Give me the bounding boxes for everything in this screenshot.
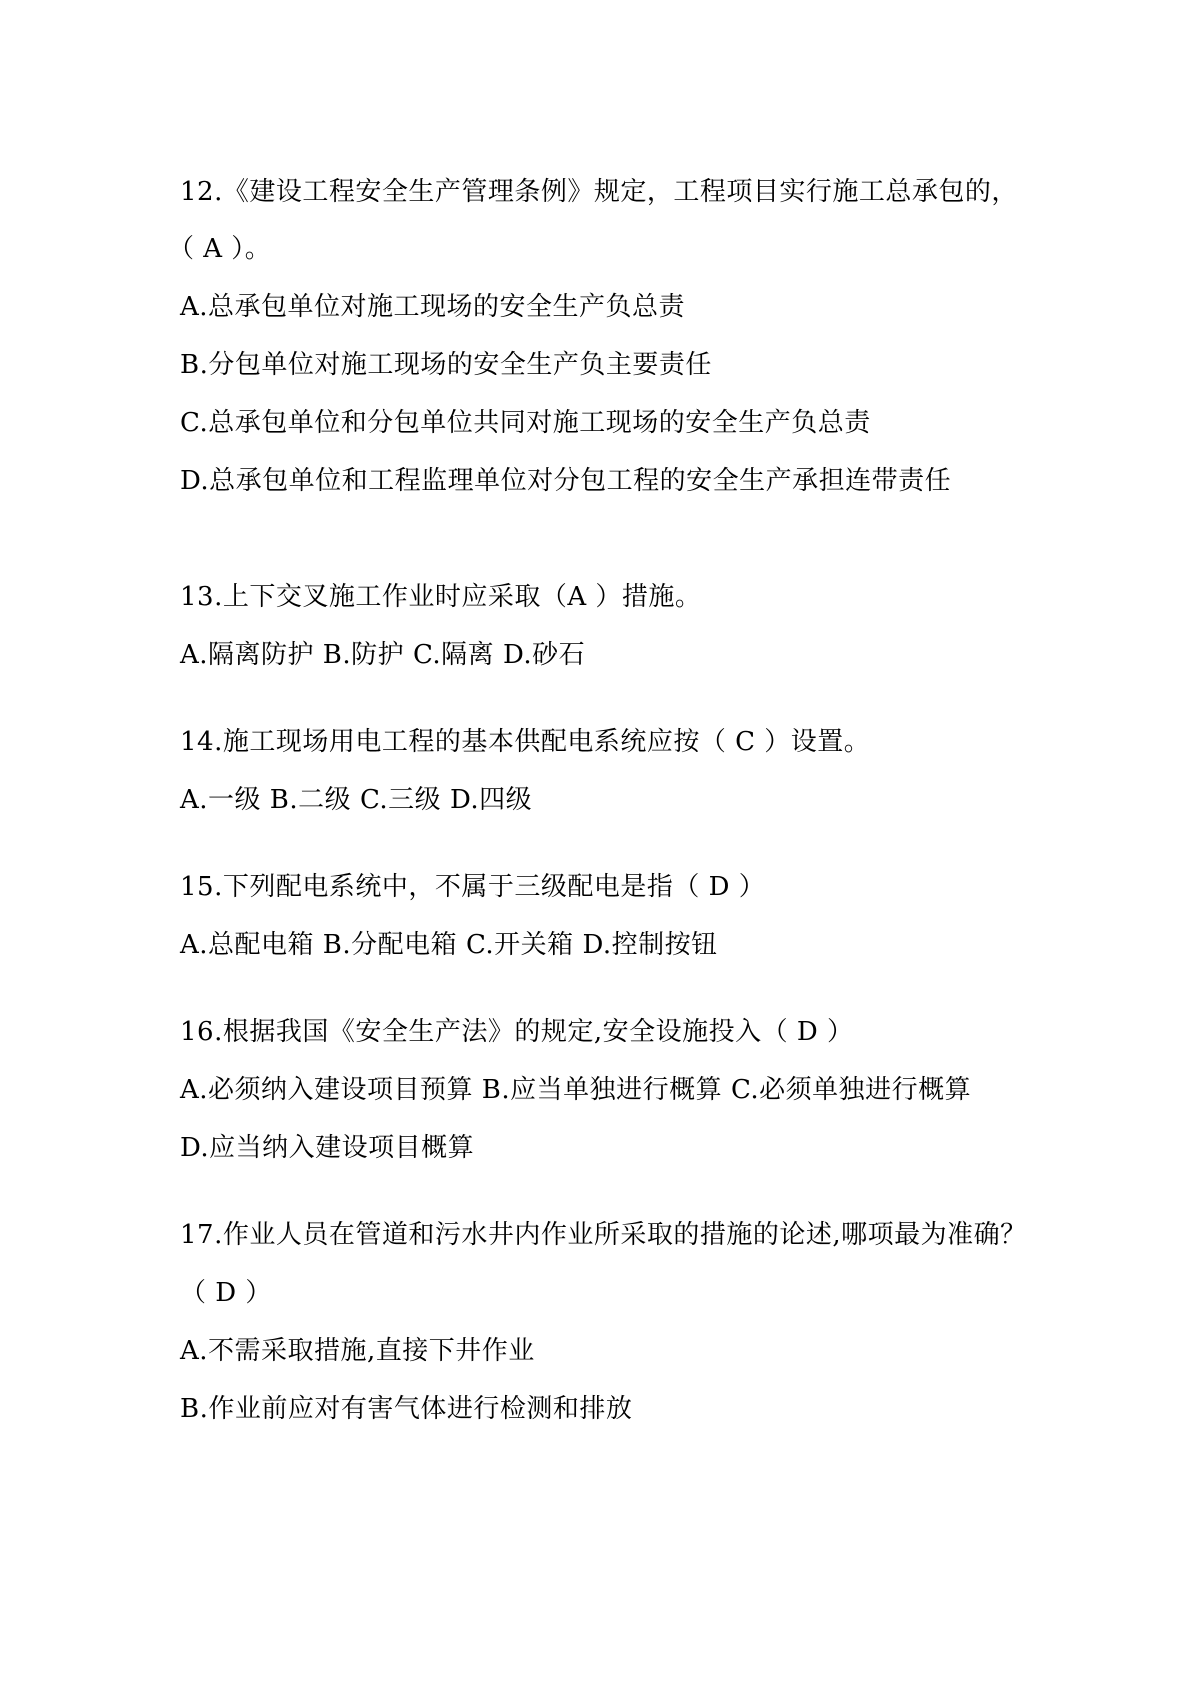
- question-17-option-b: B.作业前应对有害气体进行检测和排放: [180, 1394, 633, 1424]
- question-16-options-line1: A.必须纳入建设项目预算 B.应当单独进行概算 C.必须单独进行概算: [180, 1075, 972, 1105]
- question-12-option-a: A.总承包单位对施工现场的安全生产负总责: [180, 292, 686, 322]
- question-12-option-c: C.总承包单位和分包单位共同对施工现场的安全生产负总责: [180, 408, 871, 438]
- question-16-stem: 16.根据我国《安全生产法》的规定,安全设施投入（ D ）: [180, 1017, 854, 1047]
- question-12-answer: （ A ）。: [168, 234, 272, 264]
- question-13-stem: 13.上下交叉施工作业时应采取（A ）措施。: [180, 582, 702, 612]
- question-12-stem: 12.《建设工程安全生产管理条例》规定，工程项目实行施工总承包的，: [180, 177, 1018, 207]
- question-16-options-line2: D.应当纳入建设项目概算: [180, 1133, 475, 1163]
- question-12-option-d: D.总承包单位和工程监理单位对分包工程的安全生产承担连带责任: [180, 466, 952, 496]
- question-15-stem: 15.下列配电系统中，不属于三级配电是指（ D ）: [180, 872, 766, 902]
- question-17-option-a: A.不需采取措施,直接下井作业: [180, 1336, 535, 1366]
- question-15-options: A.总配电箱 B.分配电箱 C.开关箱 D.控制按钮: [180, 930, 718, 960]
- question-17-answer: （ D ）: [180, 1278, 272, 1308]
- question-14-stem: 14.施工现场用电工程的基本供配电系统应按（ C ）设置。: [180, 727, 871, 757]
- question-14-options: A.一级 B.二级 C.三级 D.四级: [180, 785, 533, 815]
- question-12-option-b: B.分包单位对施工现场的安全生产负主要责任: [180, 350, 712, 380]
- question-13-options: A.隔离防护 B.防护 C.隔离 D.砂石: [180, 640, 586, 670]
- question-17-stem: 17.作业人员在管道和污水井内作业所采取的措施的论述,哪项最为准确？: [180, 1220, 1027, 1250]
